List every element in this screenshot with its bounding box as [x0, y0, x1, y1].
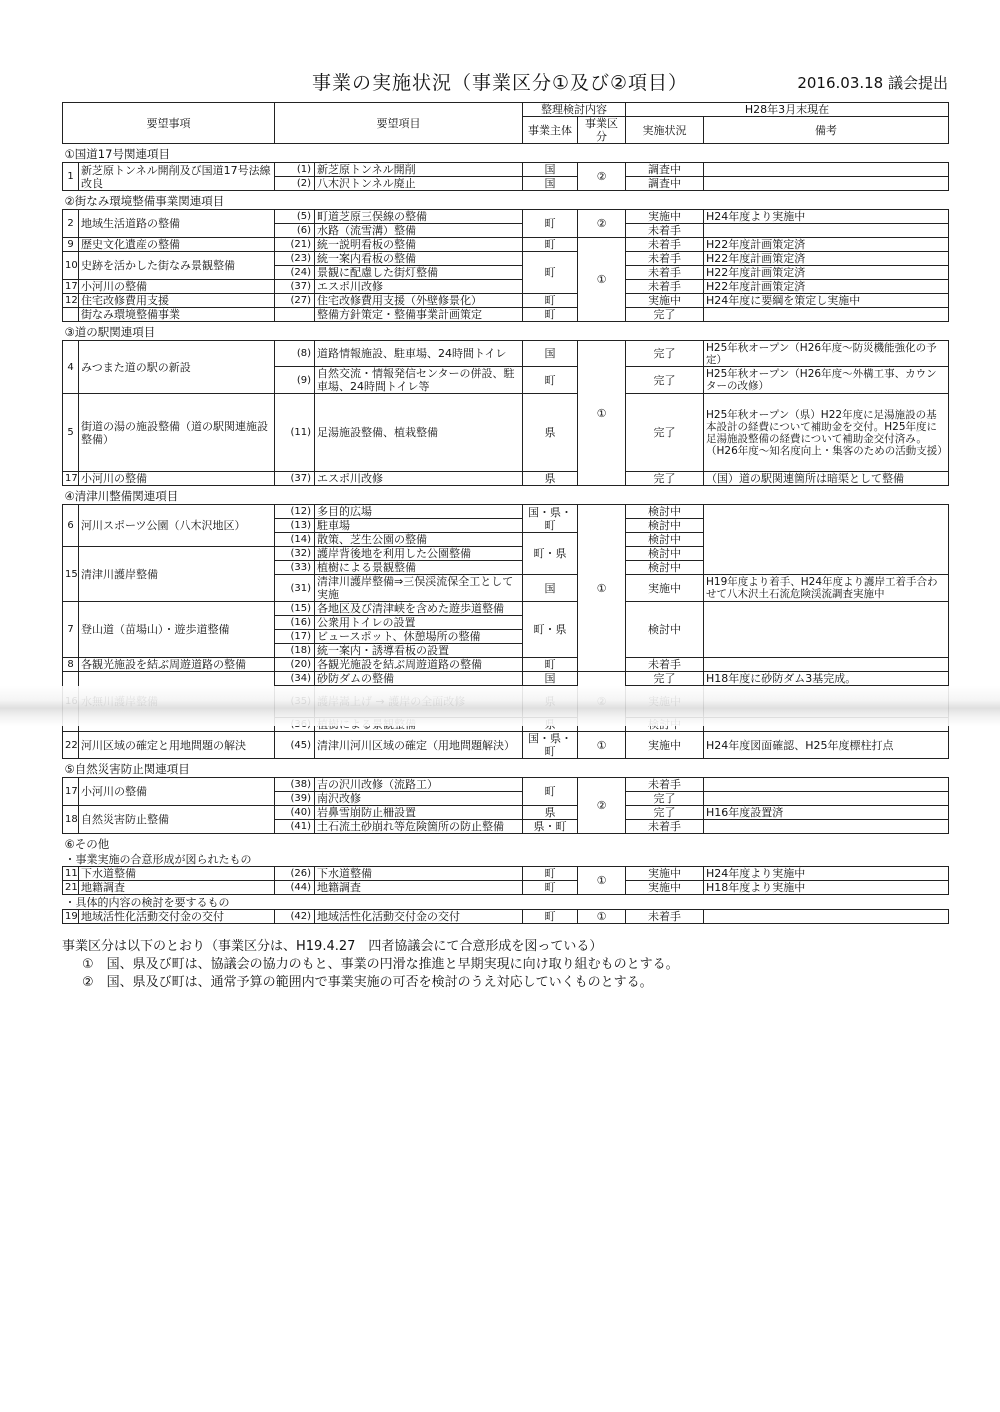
table-cell: 1	[63, 163, 79, 191]
table-row	[63, 163, 949, 177]
table-cell: 河川スポーツ公園（八木沢地区）	[79, 505, 275, 547]
table-cell: 下水道整備	[79, 867, 275, 881]
section-heading: ⑤自然災害防止関連項目	[64, 762, 190, 776]
table-row	[63, 806, 949, 820]
subsection-heading: ・事業実施の合意形成が図られたもの	[64, 853, 252, 866]
table-cell: ①	[578, 867, 626, 895]
table-row	[63, 341, 949, 367]
table-cell: 6	[63, 505, 79, 547]
table-cell	[704, 778, 949, 792]
table-row	[63, 778, 949, 792]
table-row	[63, 394, 949, 472]
header-asof: H28年3月末現在	[626, 103, 949, 117]
table-row	[63, 210, 949, 224]
table-cell: 町・県	[523, 533, 578, 575]
header-remarks: 備考	[704, 117, 949, 144]
table-cell: H25年秋オープン（H26年度～防災機能強化の予定）	[704, 341, 949, 367]
table-row	[63, 472, 949, 486]
table-cell: (32)	[275, 547, 315, 561]
table-cell: H24年度より実施中	[704, 210, 949, 224]
table-cell: 県	[523, 472, 578, 486]
table-cell: 統一説明看板の整備	[315, 238, 523, 252]
section-heading: ②街なみ環境整備事業関連項目	[64, 194, 225, 208]
table-cell: 清津川護岸整備	[79, 547, 275, 602]
table-cell: H24年度図面確認、H25年度標柱打点	[704, 732, 949, 759]
table-cell: 道路情報施設、駐車場、24時間トイレ	[315, 341, 523, 367]
table-row	[63, 505, 949, 519]
table-cell: 完了	[626, 367, 704, 394]
table-row	[63, 658, 949, 672]
table-cell: 街なみ環境整備事業	[79, 308, 275, 322]
table-cell: 町	[523, 778, 578, 806]
table-cell: 4	[63, 341, 79, 394]
table-cell: (38)	[275, 778, 315, 792]
table-cell: 住宅改修費用支援（外壁修景化）	[315, 294, 523, 308]
table-cell: 完了	[626, 341, 704, 367]
table-cell: 12	[63, 294, 79, 308]
table-cell: ①	[578, 505, 626, 672]
table-cell: 足湯施設整備、植栽整備	[315, 394, 523, 472]
table-cell: (40)	[275, 806, 315, 820]
table-cell: 地籍調査	[315, 881, 523, 895]
table-cell: 5	[63, 394, 79, 472]
table-cell: ①	[578, 732, 626, 759]
table-cell: 9	[63, 238, 79, 252]
table-cell: 町	[523, 658, 578, 672]
table-cell: 未着手	[626, 238, 704, 252]
table-cell: ②	[578, 163, 626, 191]
header-entity: 事業主体	[523, 117, 578, 144]
table-cell: 各観光施設を結ぶ周遊道路の整備	[315, 658, 523, 672]
table-cell: 未着手	[626, 252, 704, 266]
table-cell: 散策、芝生公園の整備	[315, 533, 523, 547]
table-cell: 実施中	[626, 210, 704, 224]
table-cell: 7	[63, 602, 79, 658]
table-cell: 地域活性化活動交付金の交付	[79, 910, 275, 924]
table-row	[63, 602, 949, 616]
section-heading: ①国道17号関連項目	[64, 147, 170, 161]
table-cell: 河川区域の確定と用地問題の解決	[79, 732, 275, 759]
status-table-container	[62, 102, 948, 924]
status-table	[62, 102, 949, 924]
table-cell: (17)	[275, 630, 315, 644]
table-cell: 住宅改修費用支援	[79, 294, 275, 308]
table-cell: (9)	[275, 367, 315, 394]
header-item: 要望項目	[275, 103, 523, 144]
table-cell: (11)	[275, 394, 315, 472]
table-cell: (21)	[275, 238, 315, 252]
table-cell: 街道の湯の施設整備（道の駅関連施設整備）	[79, 394, 275, 472]
table-cell: (31)	[275, 575, 315, 602]
table-row	[63, 308, 949, 322]
table-cell: H22年度計画策定済	[704, 238, 949, 252]
table-cell: (24)	[275, 266, 315, 280]
table-cell: (5)	[275, 210, 315, 224]
table-cell: 国	[523, 163, 578, 177]
table-row	[63, 881, 949, 895]
table-cell	[275, 308, 315, 322]
table-cell: 小河川の整備	[79, 472, 275, 486]
table-cell: 景観に配慮した街灯整備	[315, 266, 523, 280]
table-cell: (15)	[275, 602, 315, 616]
table-cell: 町道芝原三俣線の整備	[315, 210, 523, 224]
table-cell: ビュースポット、休憩場所の整備	[315, 630, 523, 644]
table-cell: 小河川の整備	[79, 778, 275, 806]
table-cell: 自然災害防止整備	[79, 806, 275, 834]
table-cell: (14)	[275, 533, 315, 547]
table-cell: 未着手	[626, 658, 704, 672]
page-title: 事業の実施状況（事業区分①及び②項目）	[311, 72, 689, 94]
table-cell: (18)	[275, 644, 315, 658]
table-cell: 15	[63, 547, 79, 602]
table-row	[63, 252, 949, 266]
table-cell: H22年度計画策定済	[704, 266, 949, 280]
table-cell: 未着手	[626, 778, 704, 792]
table-cell: 駐車場	[315, 519, 523, 533]
table-cell: 整備方針策定・整備事業計画策定	[315, 308, 523, 322]
table-cell: 町	[523, 867, 578, 881]
table-cell: 地域活性化活動交付金の交付	[315, 910, 523, 924]
category-legend	[62, 938, 962, 992]
table-cell: ①	[578, 341, 626, 486]
table-cell: H24年度より実施中	[704, 867, 949, 881]
table-cell: (37)	[275, 280, 315, 294]
table-cell: (41)	[275, 820, 315, 834]
table-cell	[704, 163, 949, 177]
table-cell: (37)	[275, 472, 315, 486]
table-cell: 国	[523, 341, 578, 367]
table-cell: 多目的広場	[315, 505, 523, 519]
table-cell: (33)	[275, 561, 315, 575]
table-cell	[704, 308, 949, 322]
table-cell: 町	[523, 881, 578, 895]
table-cell: 下水道整備	[315, 867, 523, 881]
table-cell: 未着手	[626, 224, 704, 238]
table-cell: 町・県	[523, 602, 578, 658]
table-cell: H22年度計画策定済	[704, 280, 949, 294]
table-cell: (26)	[275, 867, 315, 881]
table-cell: (13)	[275, 519, 315, 533]
table-cell: 各地区及び清津峡を含めた遊歩道整備	[315, 602, 523, 616]
table-cell: 町	[523, 210, 578, 238]
table-cell: 調査中	[626, 177, 704, 191]
table-cell	[704, 177, 949, 191]
table-cell: 清津川河川区域の確定（用地問題解決）	[315, 732, 523, 759]
table-cell: 国・県・町	[523, 505, 578, 533]
table-row	[63, 867, 949, 881]
legend-category-two: ② 国、県及び町は、通常予算の範囲内で事業実施の可否を検討のうえ対応していくものとする。	[82, 975, 653, 990]
table-cell: 国	[523, 672, 578, 686]
header-demand: 要望事項	[63, 103, 275, 144]
table-cell: 完了	[626, 394, 704, 472]
table-cell: 植樹による景観整備	[315, 561, 523, 575]
table-cell: ①	[578, 910, 626, 924]
table-cell: 新芝原トンネル開削	[315, 163, 523, 177]
table-cell: 地籍調査	[79, 881, 275, 895]
table-row	[63, 294, 949, 308]
table-cell	[63, 308, 79, 322]
section-heading: ③道の駅関連項目	[64, 325, 156, 339]
table-cell: 統一案内・誘導看板の設置	[315, 644, 523, 658]
table-cell: H18年度より実施中	[704, 881, 949, 895]
table-cell: 地域生活道路の整備	[79, 210, 275, 238]
table-cell: (27)	[275, 294, 315, 308]
header-status: 実施状況	[626, 117, 704, 144]
table-cell: 検討中	[626, 602, 704, 658]
table-cell: (42)	[275, 910, 315, 924]
table-cell: (6)	[275, 224, 315, 238]
table-cell: 史跡を活かした街なみ景観整備	[79, 252, 275, 280]
table-cell: (20)	[275, 658, 315, 672]
table-cell: 検討中	[626, 533, 704, 547]
table-cell: (16)	[275, 616, 315, 630]
table-cell: (45)	[275, 732, 315, 759]
section-heading: ④清津川整備関連項目	[64, 489, 179, 503]
table-cell: H22年度計画策定済	[704, 252, 949, 266]
table-cell: 公衆用トイレの設置	[315, 616, 523, 630]
table-cell: 八木沢トンネル廃止	[315, 177, 523, 191]
table-cell: 実施中	[626, 867, 704, 881]
table-cell: (8)	[275, 341, 315, 367]
table-cell: 町	[523, 252, 578, 294]
table-cell	[704, 820, 949, 834]
table-cell: (39)	[275, 792, 315, 806]
header-review: 整理検討内容	[523, 103, 626, 117]
table-cell: 10	[63, 252, 79, 280]
table-cell: 新芝原トンネル開削及び国道17号法線改良	[79, 163, 275, 191]
table-cell: 17	[63, 280, 79, 294]
table-cell	[704, 505, 949, 575]
table-cell: (12)	[275, 505, 315, 519]
table-cell	[704, 224, 949, 238]
table-cell: 8	[63, 658, 79, 672]
table-cell: 18	[63, 806, 79, 834]
legend-intro: 事業区分は以下のとおり（事業区分は、H19.4.27 四者協議会にて合意形成を図っている）	[62, 939, 603, 954]
table-cell: 統一案内看板の整備	[315, 252, 523, 266]
table-cell: 町	[523, 910, 578, 924]
table-cell: 実施中	[626, 732, 704, 759]
table-cell: ①	[578, 238, 626, 322]
table-row	[63, 732, 949, 759]
table-cell: (1)	[275, 163, 315, 177]
table-cell: 実施中	[626, 575, 704, 602]
table-cell: 県・町	[523, 820, 578, 834]
table-cell: 砂防ダムの整備	[315, 672, 523, 686]
table-cell: 護岸背後地を利用した公園整備	[315, 547, 523, 561]
table-cell: 国	[523, 575, 578, 602]
table-cell: H25年秋オープン（H26年度～外構工事、カウンターの改修）	[704, 367, 949, 394]
table-cell: 調査中	[626, 163, 704, 177]
table-cell: 完了	[626, 672, 704, 686]
table-cell: 国・県・町	[523, 732, 578, 759]
table-cell: 11	[63, 867, 79, 881]
table-cell: 2	[63, 210, 79, 238]
table-cell: 小河川の整備	[79, 280, 275, 294]
table-cell: (34)	[275, 672, 315, 686]
table-cell: 21	[63, 881, 79, 895]
table-cell	[704, 658, 949, 672]
table-cell	[704, 792, 949, 806]
table-cell: 検討中	[626, 561, 704, 575]
table-cell: 検討中	[626, 547, 704, 561]
section-heading: ⑥その他	[64, 837, 110, 851]
table-cell: ②	[578, 778, 626, 834]
table-cell: 完了	[626, 308, 704, 322]
table-cell: 17	[63, 472, 79, 486]
table-cell: 未着手	[626, 266, 704, 280]
table-cell: (44)	[275, 881, 315, 895]
table-cell: 歴史文化遺産の整備	[79, 238, 275, 252]
table-cell: 吉の沢川改修（流路工）	[315, 778, 523, 792]
table-cell: H25年秋オープン（県）H22年度に足湯施設の基本設計の経費について補助金を交付。H25年度に足湯施設整備の経費について補助金交付済み。（H26年度～知名度向上・集客のための活動支援）	[704, 394, 949, 472]
table-cell: 町	[523, 294, 578, 308]
table-cell: (23)	[275, 252, 315, 266]
table-cell: 県	[523, 394, 578, 472]
table-cell: 検討中	[626, 519, 704, 533]
table-cell: 未着手	[626, 910, 704, 924]
table-cell: 登山道（苗場山）・遊歩道整備	[79, 602, 275, 658]
scan-artifact	[0, 686, 1000, 726]
table-cell: 完了	[626, 792, 704, 806]
table-cell: エスポ川改修	[315, 280, 523, 294]
table-cell: 町	[523, 367, 578, 394]
table-cell: 土石流土砂崩れ等危険箇所の防止整備	[315, 820, 523, 834]
table-cell: H16年度設置済	[704, 806, 949, 820]
table-cell	[704, 910, 949, 924]
table-cell: 完了	[626, 806, 704, 820]
table-cell: 各観光施設を結ぶ周遊道路の整備	[79, 658, 275, 672]
table-cell: 検討中	[626, 505, 704, 519]
table-cell: 町	[523, 238, 578, 252]
subsection-heading: ・具体的内容の検討を要するもの	[64, 896, 230, 909]
submission-date: 2016.03.18 議会提出	[797, 74, 948, 92]
table-cell: 17	[63, 778, 79, 806]
table-row	[63, 910, 949, 924]
table-row	[63, 238, 949, 252]
table-cell: H18年度に砂防ダム3基完成。	[704, 672, 949, 686]
table-cell: 県	[523, 806, 578, 820]
table-cell: 岩鼻雪崩防止柵設置	[315, 806, 523, 820]
table-cell: 自然交流・情報発信センターの併設、駐車場、24時間トイレ等	[315, 367, 523, 394]
table-cell: 清津川護岸整備⇒三俣渓流保全工として実施	[315, 575, 523, 602]
table-cell: H19年度より着手、H24年度より護岸工着手合わせて八木沢土石流危険渓流調査実施中	[704, 575, 949, 602]
table-cell	[704, 602, 949, 658]
table-cell: 22	[63, 732, 79, 759]
table-cell: 未着手	[626, 820, 704, 834]
table-cell: 南沢改修	[315, 792, 523, 806]
table-cell: （国）道の駅関連箇所は暗渠として整備	[704, 472, 949, 486]
table-cell: ②	[578, 210, 626, 238]
table-cell: H24年度に要綱を策定し実施中	[704, 294, 949, 308]
table-cell: 町	[523, 308, 578, 322]
table-cell: みつまた道の駅の新設	[79, 341, 275, 394]
table-cell: エスポ川改修	[315, 472, 523, 486]
table-row	[63, 672, 949, 686]
table-cell: 完了	[626, 472, 704, 486]
legend-category-one: ① 国、県及び町は、協議会の協力のもと、事業の円滑な推進と早期実現に向け取り組むものとする。	[82, 957, 679, 972]
table-cell: (2)	[275, 177, 315, 191]
table-cell: 水路（流雪溝）整備	[315, 224, 523, 238]
table-row	[63, 280, 949, 294]
table-cell: 19	[63, 910, 79, 924]
table-cell: 未着手	[626, 280, 704, 294]
table-cell: 実施中	[626, 294, 704, 308]
header-category: 事業区分	[578, 117, 626, 144]
table-cell: 実施中	[626, 881, 704, 895]
table-cell: 国	[523, 177, 578, 191]
